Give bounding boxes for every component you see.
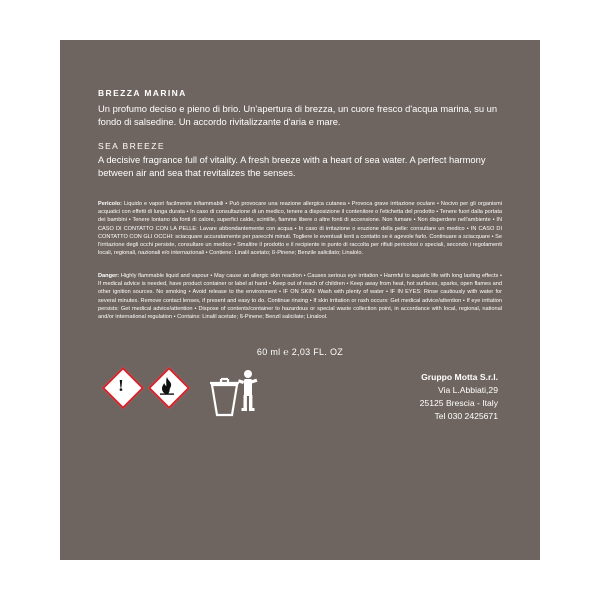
hazard-statement-en xyxy=(98,272,502,322)
hazard-body-it: Liquido e vapori facilmente infiammabili • Può provocare una reazione allergica cutanea • Provoca grave irritazione oculare • Nocivo per gli organismi acquatici con effetti di lunga durata • In caso di consultazione di un medico, tenere a disposizione il contenitore o l'etichetta del prodotto • Tenere fuori dalla portata dei bambini • Tenere lontano da fonti di calore, superfici calde, scintille, fiamme libere o altre fonti di accensione. Non fumare • Non disperdere nell'ambiente • IN CASO DI CONTATTO CON LA PELLE: Lavare abbondantemente con acqua • In caso di irritazione o eruzione della pelle: consultare un medico • IN CASO DI CONTATTO CON GLI OCCHI: sciacquare accuratamente per parecchi minuti. Togliere le eventuali lenti a contatto se è agevole farlo. Continuare a sciacquare • Se l'irritazione degli occhi persiste, consultare un medico • Smaltire il prodotto e il recipiente in punto di raccolta per rifiuti pericolosi o speciali, secondo i regolamenti locali, regionali, nazionali e/o internazionali • Contiene: Linalil acetato; ß-Pinene; Benzile salicilato; Linalolo. xyxy=(98,200,502,257)
product-description-en: A decisive fragrance full of vitality. A fresh breeze with a heart of sea water. A perfect harmony between air and sea that revitalizes the senses. xyxy=(98,153,486,178)
hazard-statement-it xyxy=(98,200,502,258)
ghs07-exclamation-icon: ! xyxy=(102,367,140,405)
hazard-body-en: Highly flammable liquid and vapour • May cause an allergic skin reaction • Causes serious eye irritation • Harmful to aquatic life with long lasting effects • If medical advice is needed, have product container or label at hand • Keep out of reach of children • Keep away from heat, hot surfaces, sparks, open flames and other ignition sources. No smoking • Avoid release to the environment • IF ON SKIN: Wash with plenty of water • IF IN EYES: Rinse cautiously with water for several minutes. Remove contact lenses, if present and easy to do. Continue rinsing • If skin irritation or rash occurs: Get medical advice/attention • If eye irritation persists: Get medical advice/attention • Dispose of contents/container to hazardous or special waste collection point, in accordance with local, regional, national and/or international regulation • Contains: Linalil acetate; ß-Pinene; Benzil salicilate; Linalool. xyxy=(98,272,502,321)
manufacturer-address xyxy=(420,367,502,423)
hazard-title-it: Pericolo: xyxy=(98,200,122,207)
net-volume: 60 ml ℮ 2,03 FL. OZ xyxy=(256,347,344,358)
manufacturer-street: Via L.Abbiati,29 xyxy=(437,385,498,396)
product-name-it: BREZZA MARINA xyxy=(98,88,187,98)
ghs02-flame-icon xyxy=(148,367,186,405)
product-description-it: Un profumo deciso e pieno di brio. Un'apertura di brezza, un cuore fresco d'acqua marina, su un fondo di salsedine. Un accordo rivitalizzante d'aria e mare. xyxy=(98,103,498,127)
manufacturer-city: 25125 Brescia - Italy xyxy=(419,398,498,409)
hazard-title-en: Danger: xyxy=(98,272,120,279)
manufacturer-phone: Tel 030 2425671 xyxy=(434,411,498,421)
hazard-pictograms xyxy=(98,367,266,423)
product-label xyxy=(60,40,540,560)
flame-shape-icon xyxy=(159,377,175,395)
waste-bin-man-icon xyxy=(208,367,266,423)
product-name-en: SEA BREEZE xyxy=(98,140,165,151)
manufacturer-company: Gruppo Motta S.r.l. xyxy=(421,372,498,383)
label-footer xyxy=(98,367,502,423)
